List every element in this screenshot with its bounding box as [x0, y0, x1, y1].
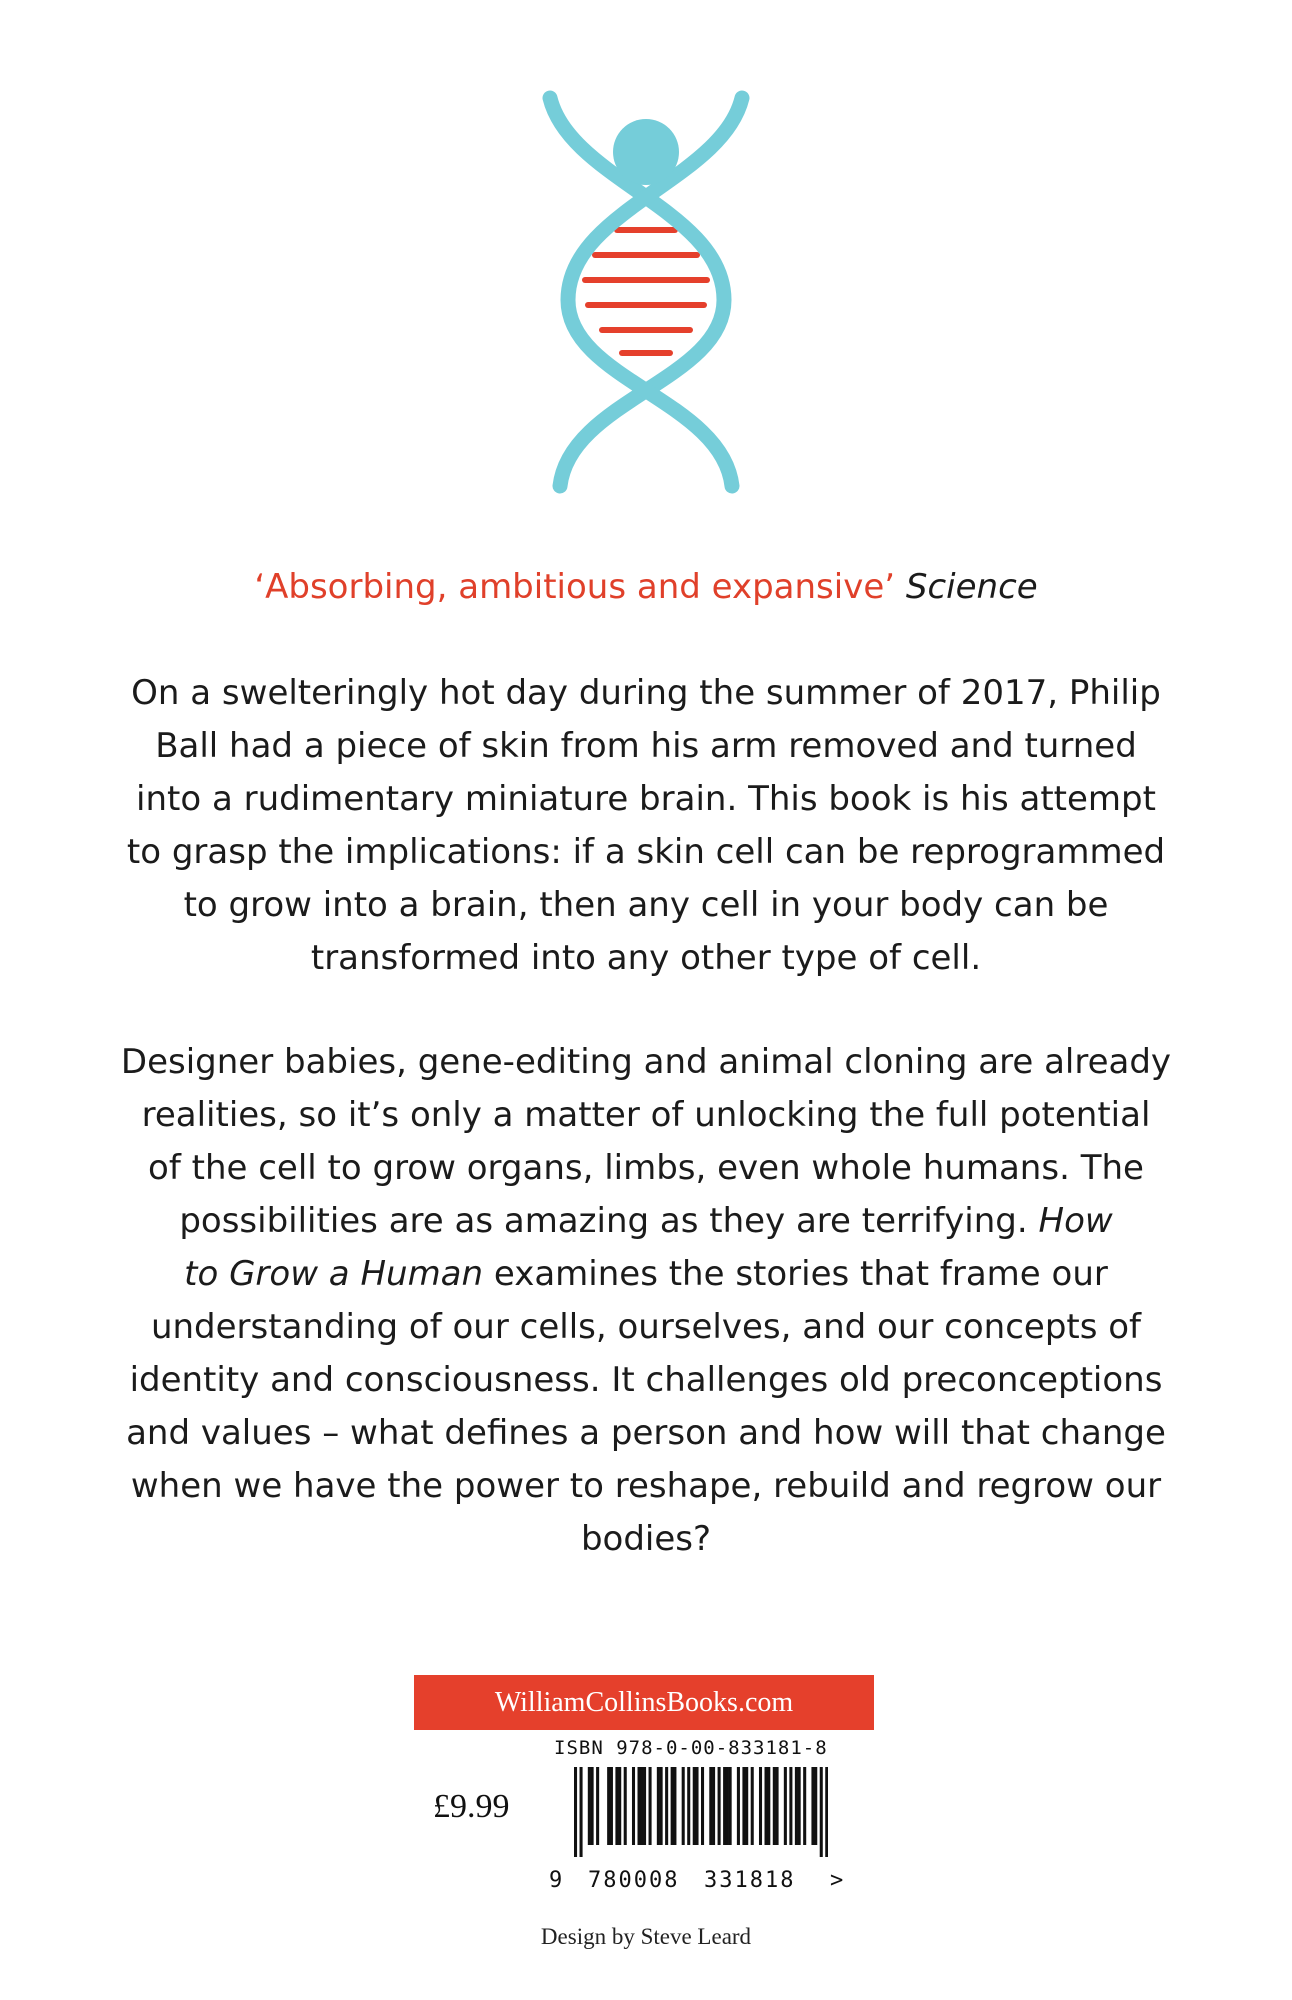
- design-credit: Design by Steve Leard: [540, 1924, 752, 1949]
- barcode-bar: [671, 1767, 674, 1845]
- barcode-arrow: >: [830, 1868, 844, 1893]
- paragraph-line: understanding of our cells, ourselves, and our concepts of: [150, 1307, 1142, 1347]
- barcode-bar: [649, 1767, 652, 1845]
- barcode-bar: [751, 1767, 754, 1845]
- dna-head: [613, 119, 679, 185]
- barcode-bar: [784, 1767, 787, 1845]
- barcode-bar: [673, 1767, 676, 1845]
- paragraph-line: to grasp the implications: if a skin cell can be reprogrammed: [126, 832, 1166, 872]
- blurb-paragraph-2: [0, 1036, 1292, 1566]
- paragraph-line: Ball had a piece of skin from his arm removed and turned: [155, 726, 1137, 766]
- barcode-bar: [624, 1767, 627, 1845]
- barcode-bar: [660, 1767, 663, 1845]
- paragraph-line: realities, so it’s only a matter of unlocking the full potential: [141, 1095, 1151, 1135]
- barcode-bar: [795, 1767, 798, 1845]
- barcode-bar: [723, 1767, 726, 1845]
- barcode-bar: [638, 1767, 641, 1845]
- barcode-bar: [574, 1767, 577, 1857]
- price: £9.99: [433, 1788, 510, 1825]
- quote-source: Science: [905, 567, 1038, 607]
- barcode-bar: [712, 1767, 715, 1845]
- barcode-bar: [718, 1767, 721, 1845]
- paragraph-line: bodies?: [580, 1519, 712, 1559]
- barcode-bar: [729, 1767, 732, 1845]
- barcode-bar: [726, 1767, 729, 1845]
- barcode-bar: [798, 1767, 801, 1845]
- barcode-bar: [682, 1767, 685, 1845]
- barcode-bar: [615, 1767, 618, 1845]
- barcode-bar: [591, 1767, 594, 1845]
- barcode-bar: [693, 1767, 696, 1845]
- paragraph-line: On a swelteringly hot day during the summer of 2017, Philip: [131, 673, 1161, 713]
- barcode-bar: [811, 1767, 814, 1845]
- line-text: examines the stories that frame our: [493, 1254, 1108, 1294]
- barcode-bar: [765, 1767, 768, 1845]
- barcode-bar: [596, 1767, 599, 1845]
- paragraph-line: and values – what defines a person and how will that change: [126, 1413, 1166, 1453]
- paragraph-line: transformed into any other type of cell.: [310, 938, 982, 978]
- barcode-bar: [665, 1767, 668, 1845]
- barcode-bar: [687, 1767, 690, 1845]
- isbn-number: ISBN 978-0-00-833181-8: [554, 1737, 828, 1759]
- paragraph-line: [0, 1195, 1292, 1248]
- barcode-bar: [618, 1767, 621, 1845]
- barcode-bar: [695, 1767, 698, 1845]
- barcode-bar: [709, 1767, 712, 1845]
- blurb-paragraph-1: [0, 667, 1292, 985]
- paragraph-line: of the cell to grow organs, limbs, even whole humans. The: [148, 1148, 1144, 1188]
- barcode-bar: [742, 1767, 745, 1845]
- paragraph-line: Designer babies, gene-editing and animal cloning are already: [120, 1042, 1172, 1082]
- barcode-bar: [580, 1767, 583, 1857]
- barcode-right-digits: 331818: [704, 1868, 796, 1893]
- barcode-bar: [607, 1767, 610, 1845]
- dna-rungs: [585, 230, 707, 353]
- book-title-part: to Grow a Human: [184, 1254, 484, 1294]
- review-quote: [0, 564, 1292, 610]
- book-title-part: How: [1038, 1201, 1113, 1241]
- barcode-bar: [814, 1767, 817, 1845]
- barcode-left-digits: 780008: [588, 1868, 680, 1893]
- paragraph-line: to grow into a brain, then any cell in your body can be: [183, 885, 1109, 925]
- paragraph-line: identity and consciousness. It challenges old preconceptions: [129, 1360, 1163, 1400]
- barcode-bar: [701, 1767, 704, 1845]
- barcode-first-digit: 9: [549, 1868, 563, 1893]
- barcode-bar: [745, 1767, 748, 1845]
- barcode-bar: [825, 1767, 828, 1857]
- barcode-bar: [767, 1767, 770, 1845]
- barcode-bar: [737, 1767, 740, 1845]
- line-text: possibilities are as amazing as they are terrifying.: [179, 1201, 1028, 1241]
- barcode-bars: [574, 1767, 828, 1857]
- barcode-bar: [789, 1767, 792, 1845]
- barcode-bar: [820, 1767, 823, 1857]
- barcode-bar: [610, 1767, 613, 1845]
- barcode-bar: [776, 1767, 779, 1845]
- barcode-bar: [643, 1767, 646, 1845]
- barcode-bar: [759, 1767, 762, 1845]
- barcode-bar: [632, 1767, 635, 1845]
- barcode-bar: [588, 1767, 591, 1845]
- paragraph-line: when we have the power to reshape, rebuild and regrow our: [130, 1466, 1162, 1506]
- barcode-bar: [657, 1767, 660, 1845]
- paragraph-line: [0, 1248, 1292, 1301]
- barcode-bar: [803, 1767, 806, 1845]
- paragraph-line: into a rudimentary miniature brain. This book is his attempt: [136, 779, 1156, 819]
- quote-text: ‘Absorbing, ambitious and expansive’: [254, 567, 896, 607]
- barcode: [574, 1767, 828, 1857]
- dna-person-icon: [540, 90, 752, 496]
- barcode-bar: [640, 1767, 643, 1845]
- publisher-website: WilliamCollinsBooks.com: [414, 1675, 874, 1730]
- barcode-bar: [773, 1767, 776, 1845]
